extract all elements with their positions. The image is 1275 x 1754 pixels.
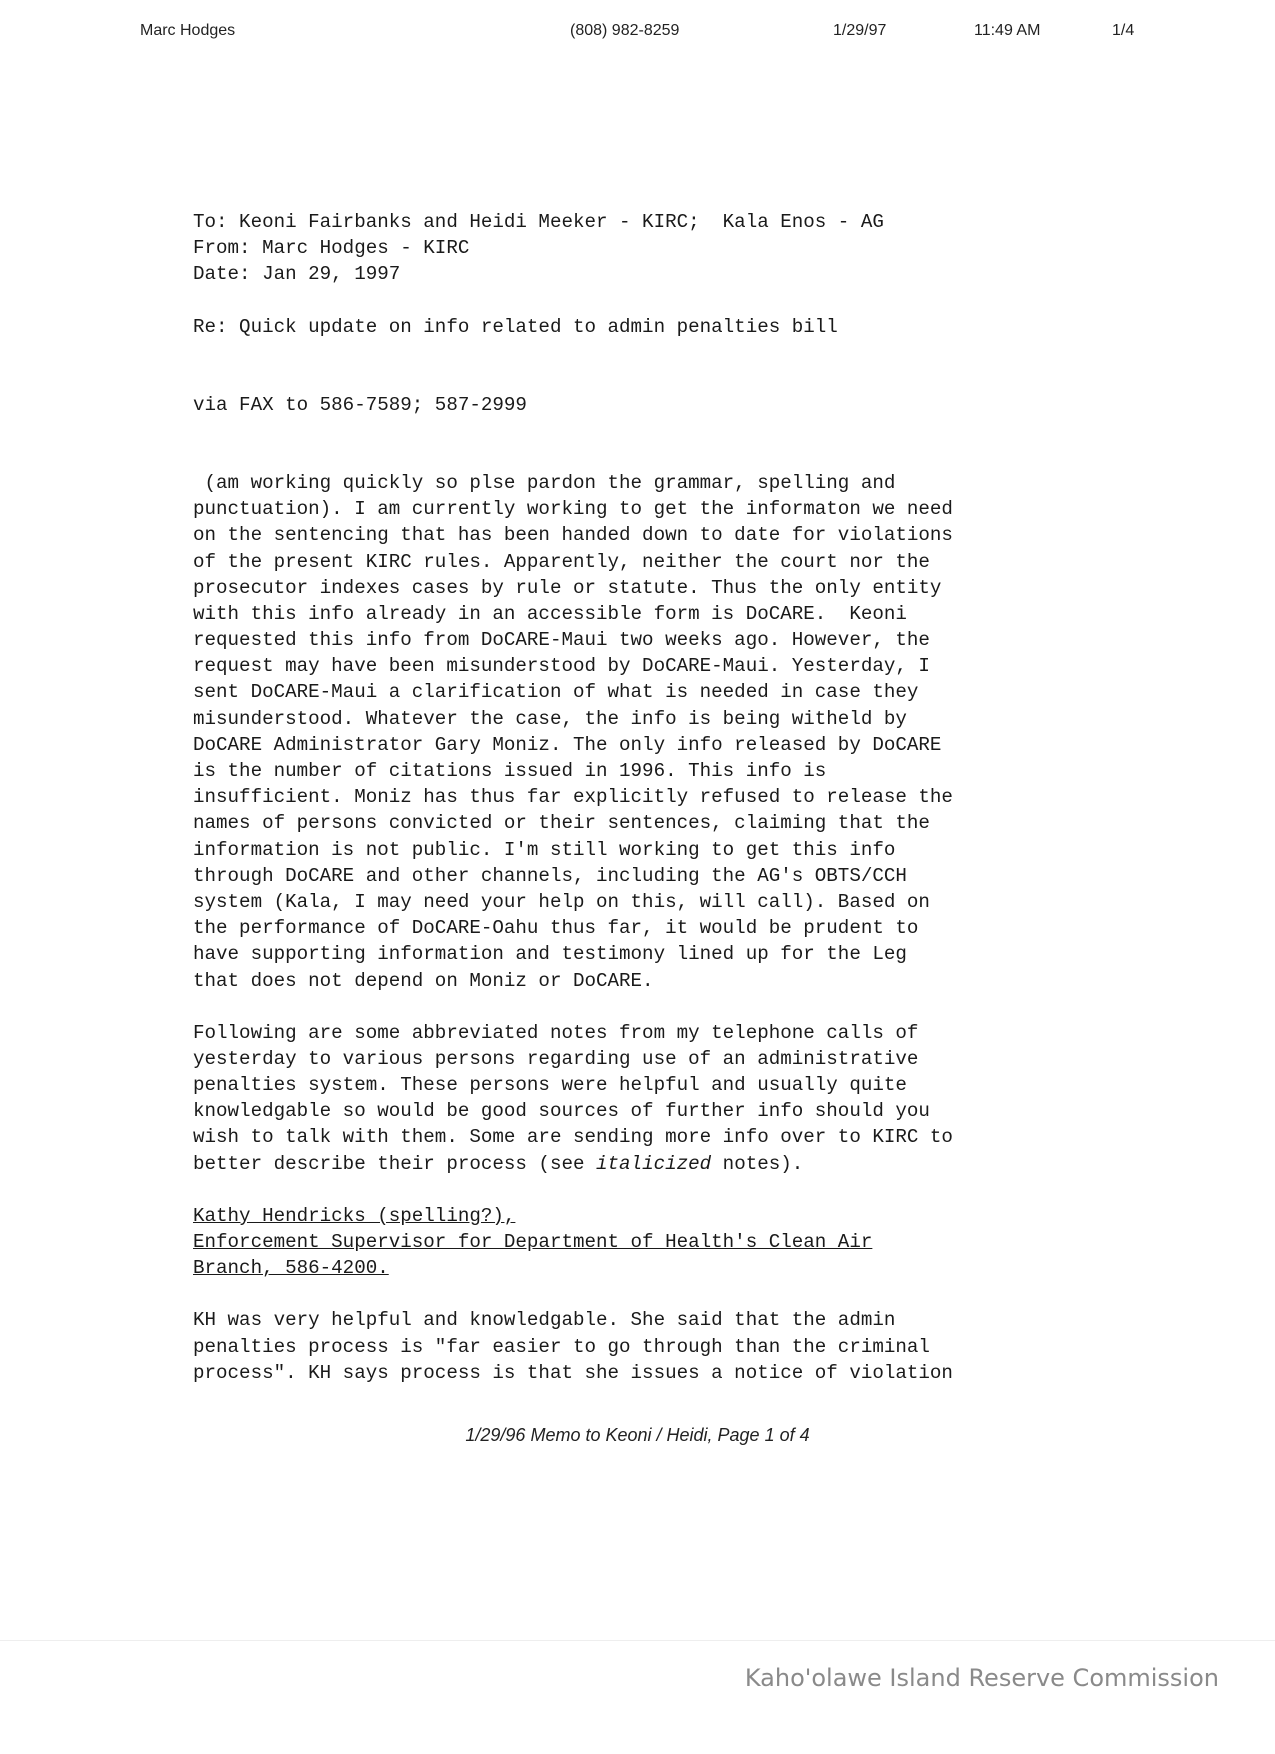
memo-body (193, 209, 1093, 1386)
text-line: DoCARE Administrator Gary Moniz. The only info released by DoCARE (193, 733, 942, 756)
text-line: names of persons convicted or their sentences, claiming that the (193, 812, 930, 835)
memo-date: Date: Jan 29, 1997 (193, 263, 401, 286)
fax-date: 1/29/97 (833, 22, 887, 39)
fax-sender: Marc Hodges (140, 22, 236, 39)
text-line: knowledgable so would be good sources of further info should you (193, 1100, 930, 1123)
text-line: have supporting information and testimony lined up for the Leg (193, 943, 907, 966)
archive-watermark: Kaho'olawe Island Reserve Commission (744, 1664, 1219, 1692)
italic-text: italicized (596, 1152, 712, 1175)
page-footer: 1/29/96 Memo to Keoni / Heidi, Page 1 of 4 (465, 1425, 810, 1445)
text-line: on the sentencing that has been handed down to date for violations (193, 524, 953, 547)
text-line: (am working quickly so plse pardon the grammar, spelling and (193, 471, 896, 494)
text-line: of the present KIRC rules. Apparently, neither the court nor the (193, 550, 930, 573)
contact-title: Enforcement Supervisor for Department of Health's Clean Air (193, 1231, 873, 1253)
text-line: Following are some abbreviated notes from my telephone calls of (193, 1021, 919, 1044)
text-line: penalties process is "far easier to go through than the criminal (193, 1335, 930, 1358)
text-line: misunderstood. Whatever the case, the info is being witheld by (193, 707, 907, 730)
paragraph-phone-notes-intro (193, 1020, 1093, 1177)
text-line: prosecutor indexes cases by rule or statute. Thus the only entity (193, 576, 942, 599)
text-line: punctuation). I am currently working to get the informaton we need (193, 498, 953, 521)
text-line: that does not depend on Moniz or DoCARE. (193, 969, 654, 992)
text-line (193, 1151, 1093, 1177)
memo-fax-routing: via FAX to 586-7589; 587-2999 (193, 393, 527, 416)
contact-name: Kathy Hendricks (spelling?), (193, 1204, 516, 1227)
text-line: information is not public. I'm still working to get this info (193, 838, 896, 861)
contact-heading (193, 1203, 1093, 1282)
memo-subject: Re: Quick update on info related to admin penalties bill (193, 315, 838, 338)
text-line: wish to talk with them. Some are sending more info over to KIRC to (193, 1126, 953, 1149)
memo-to: To: Keoni Fairbanks and Heidi Meeker - KIRC; Kala Enos - AG (193, 211, 884, 233)
fax-phone: (808) 982-8259 (570, 22, 680, 39)
text-line: request may have been misunderstood by DoCARE-Maui. Yesterday, I (193, 655, 930, 678)
memo-from: From: Marc Hodges - KIRC (193, 237, 470, 260)
scan-edge-divider (0, 1640, 1275, 1641)
paragraph-sentencing-info (193, 470, 1093, 994)
text-segment: better describe their process (see (193, 1152, 597, 1175)
text-line: process". KH says process is that she issues a notice of violation (193, 1361, 953, 1384)
text-line: yesterday to various persons regarding use of an administrative (193, 1047, 919, 1070)
fax-time: 11:49 AM (974, 22, 1041, 39)
text-line: the performance of DoCARE-Oahu thus far, it would be prudent to (193, 917, 919, 940)
text-segment: notes). (711, 1152, 804, 1175)
text-line: penalties system. These persons were helpful and usually quite (193, 1074, 907, 1097)
text-line: through DoCARE and other channels, including the AG's OBTS/CCH (193, 864, 907, 887)
text-line: requested this info from DoCARE-Maui two weeks ago. However, the (193, 629, 930, 652)
text-line: system (Kala, I may need your help on this, will call). Based on (193, 890, 930, 913)
fax-header (0, 22, 1275, 44)
paragraph-kh-notes (193, 1307, 1093, 1386)
fax-page: 1/4 (1112, 22, 1135, 39)
text-line: with this info already in an accessible form is DoCARE. Keoni (193, 602, 907, 625)
text-line: insufficient. Moniz has thus far explicitly refused to release the (193, 786, 953, 809)
text-line: is the number of citations issued in 1996. This info is (193, 760, 827, 782)
text-line: sent DoCARE-Maui a clarification of what is needed in case they (193, 681, 919, 704)
contact-branch-phone: Branch, 586-4200. (193, 1257, 389, 1280)
text-line: KH was very helpful and knowledgable. She said that the admin (193, 1309, 896, 1332)
